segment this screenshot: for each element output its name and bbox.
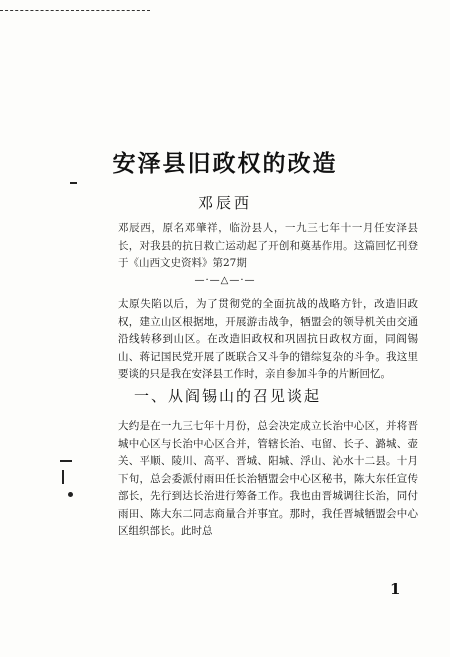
section-separator: —·—△—·— xyxy=(194,275,256,286)
margin-mark xyxy=(70,182,77,184)
margin-mark xyxy=(68,492,73,497)
article-author: 邓辰西 xyxy=(197,194,252,212)
page-number: 1 xyxy=(390,580,401,598)
article-title: 安泽县旧政权的改造 xyxy=(112,151,338,177)
margin-mark xyxy=(62,470,64,484)
author-intro-paragraph: 邓辰西，原名邓肇祥，临汾县人，一九三七年十一月任安泽县长，对我县的抗日救亡运动起了开创和奠基作用。这篇回忆刊登于《山西文史资料》第27期 xyxy=(118,222,418,269)
margin-mark xyxy=(60,460,72,462)
body-paragraph: 太原失陷以后，为了贯彻党的全面抗战的战略方针，改造旧政权，建立山区根据地，开展游击战争，牺盟会的领导机关由交通沿线转移到山区。在改造旧政权和巩固抗日政权方面，同阎锡山、蒋记国民党开展了既联合又斗争的错综复杂的斗争。我这里要谈的只是我在安泽县工作时，亲自参加斗争的片断回忆。 xyxy=(118,298,418,380)
section-heading: 一、从阎锡山的召见谈起 xyxy=(134,387,322,405)
top-rule xyxy=(0,10,150,11)
body-paragraph: 大约是在一九三七年十月份，总会决定成立长治中心区，并将晋城中心区与长治中心区合并，管辖长治、屯留、长子、潞城、壶关、平顺、陵川、高平、晋城、阳城、浮山、沁水十二县。十月下旬，总会委派付雨田任长治牺盟会中心区秘书，陈大东任宣传部长，先行到达长治进行筹备工作。我也由晋城调往长治，同付雨田、陈大东二同志商量合并事宜。那时，我任晋城牺盟会中心区组织部长。此时总 xyxy=(118,420,418,537)
